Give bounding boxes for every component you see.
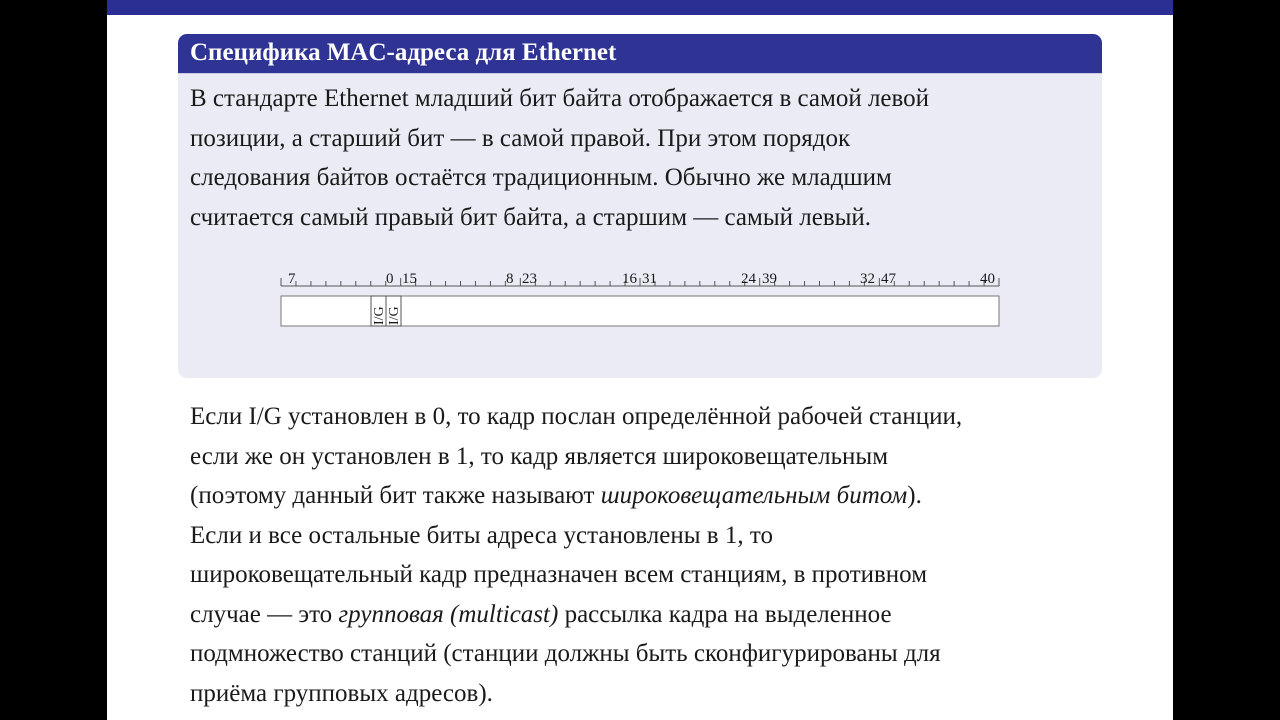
block-line: позиции, а старший бит — в самой правой. При этом порядок [190,124,851,152]
slide [107,0,1173,720]
ig-bit-label: I/G [372,306,387,325]
tick-label: 40 [980,271,995,287]
body-text-run: ). [907,482,922,509]
ig-bit-label: I/G [387,306,402,325]
tick-label: 16 [622,271,637,287]
body-line: Если I/G установлен в 0, то кадр послан определённой рабочей станции, [190,403,963,430]
tick-label: 32 [860,271,875,287]
body-text-run: случае — это [190,600,339,628]
tick-label: 39 [762,271,777,287]
body-line: Если и все остальные биты адреса установлены в 1, то [190,521,773,549]
body-line: если же он установлен в 1, то кадр является широковещательным [190,442,889,470]
body-line [190,476,1150,516]
emphasis-term: групповая (multicast) [338,600,559,628]
tick-label: 0 [386,271,394,287]
body-text-run: рассылка кадра на выделенное [558,600,892,628]
block-line: следования байтов остаётся традиционным. Обычно же младшим [190,164,892,191]
top-bar [107,0,1173,15]
block-title: Специфика MAC-адреса для Ethernet [178,34,1102,74]
tick-label: 24 [741,271,756,287]
body-line: подмножество станций (станции должны быть сконфигурированы для [190,640,941,667]
body-line [190,595,1150,635]
tick-label: 8 [506,271,514,287]
body-text [190,397,1150,713]
block-line: считается самый правый бит байта, а старшим — самый левый. [190,203,872,231]
tick-label: 7 [288,271,296,287]
block-line: В стандарте Ethernet младший бит байта отображается в самой левой [190,85,930,112]
tick-label: 15 [402,271,417,287]
emphasis-term: широковещательным битом [600,482,908,509]
body-text-run: (поэтому данный бит также называют [190,482,601,509]
tick-label: 23 [522,271,537,287]
tick-label: 31 [642,271,657,287]
tick-label: 47 [881,271,896,287]
definition-block [178,34,1102,378]
body-line: широковещательный кадр предназначен всем станциям, в противном [190,561,928,588]
body-line: приёма групповых адресов). [190,679,493,707]
mac-bit-diagram [178,34,1102,378]
